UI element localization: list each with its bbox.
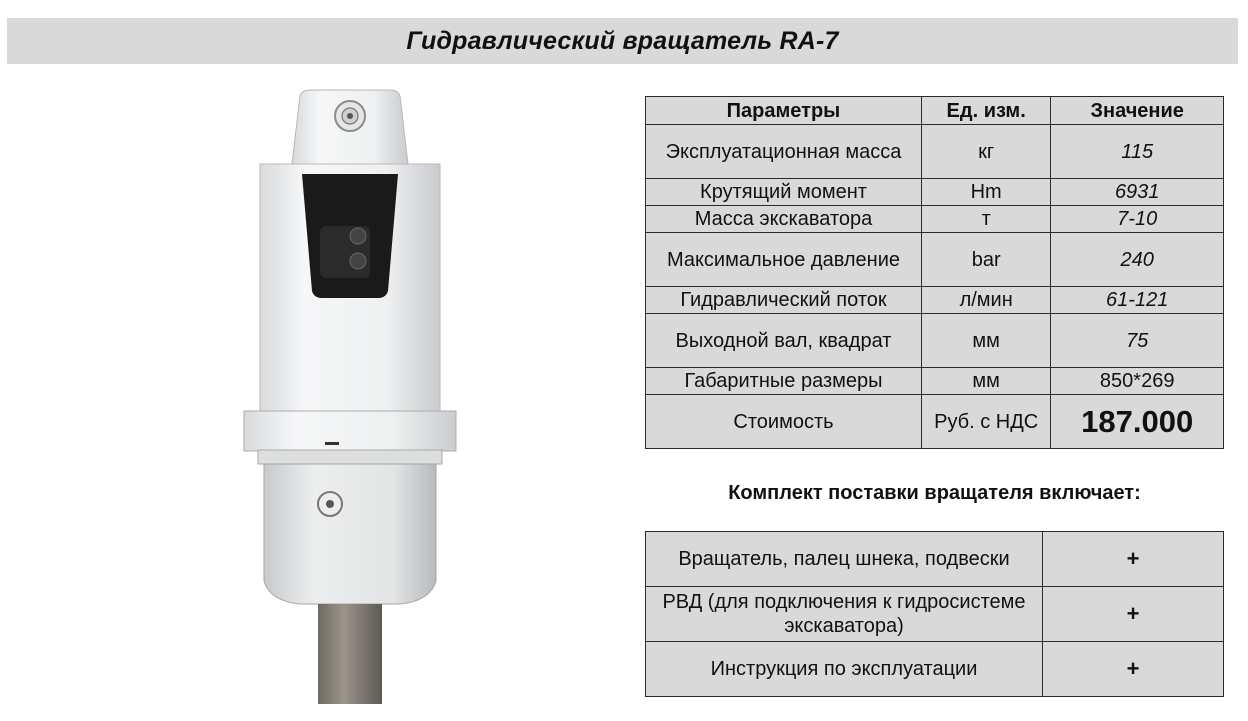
kit-included-mark: + — [1043, 587, 1224, 642]
param-name: Максимальное давление — [646, 233, 922, 287]
header-parameter: Параметры — [646, 97, 922, 125]
param-name: Гидравлический поток — [646, 287, 922, 314]
param-unit: л/мин — [921, 287, 1050, 314]
delivery-kit-table — [645, 531, 1224, 697]
param-value: 850*269 — [1051, 368, 1224, 395]
table-row — [646, 314, 1224, 368]
param-value: 75 — [1051, 314, 1224, 368]
param-value: 7-10 — [1051, 206, 1224, 233]
kit-row — [646, 642, 1224, 697]
header-unit: Ед. изм. — [921, 97, 1050, 125]
kit-included-mark: + — [1043, 532, 1224, 587]
kit-item: РВД (для подключения к гидросистеме экскаватора) — [646, 587, 1043, 642]
price-unit: Руб. с НДС — [921, 395, 1050, 449]
table-row — [646, 206, 1224, 233]
param-unit: мм — [921, 368, 1050, 395]
param-unit: мм — [921, 314, 1050, 368]
table-header-row — [646, 97, 1224, 125]
param-name: Эксплуатационная масса — [646, 125, 922, 179]
kit-row — [646, 532, 1224, 587]
param-value: 61-121 — [1051, 287, 1224, 314]
param-value: 240 — [1051, 233, 1224, 287]
kit-item: Вращатель, палец шнека, подвески — [646, 532, 1043, 587]
param-name: Габаритные размеры — [646, 368, 922, 395]
param-unit: bar — [921, 233, 1050, 287]
header-value: Значение — [1051, 97, 1224, 125]
kit-item: Инструкция по эксплуатации — [646, 642, 1043, 697]
hydraulic-rotator-image — [230, 86, 470, 706]
parameters-table — [645, 96, 1224, 449]
param-unit: Hm — [921, 179, 1050, 206]
param-unit: т — [921, 206, 1050, 233]
param-value: 6931 — [1051, 179, 1224, 206]
param-name: Крутящий момент — [646, 179, 922, 206]
param-name: Масса экскаватора — [646, 206, 922, 233]
table-row — [646, 233, 1224, 287]
table-row — [646, 287, 1224, 314]
price-row — [646, 395, 1224, 449]
table-row — [646, 125, 1224, 179]
table-row — [646, 179, 1224, 206]
param-name: Выходной вал, квадрат — [646, 314, 922, 368]
kit-heading: Комплект поставки вращателя включает: — [728, 482, 1141, 504]
price-label: Стоимость — [646, 395, 922, 449]
param-value: 115 — [1051, 125, 1224, 179]
title-bar — [7, 18, 1238, 64]
page-title: Гидравлический вращатель RA-7 — [406, 26, 839, 55]
price-value: 187.000 — [1051, 395, 1224, 449]
kit-included-mark: + — [1043, 642, 1224, 697]
param-unit: кг — [921, 125, 1050, 179]
kit-row — [646, 587, 1224, 642]
table-row — [646, 368, 1224, 395]
